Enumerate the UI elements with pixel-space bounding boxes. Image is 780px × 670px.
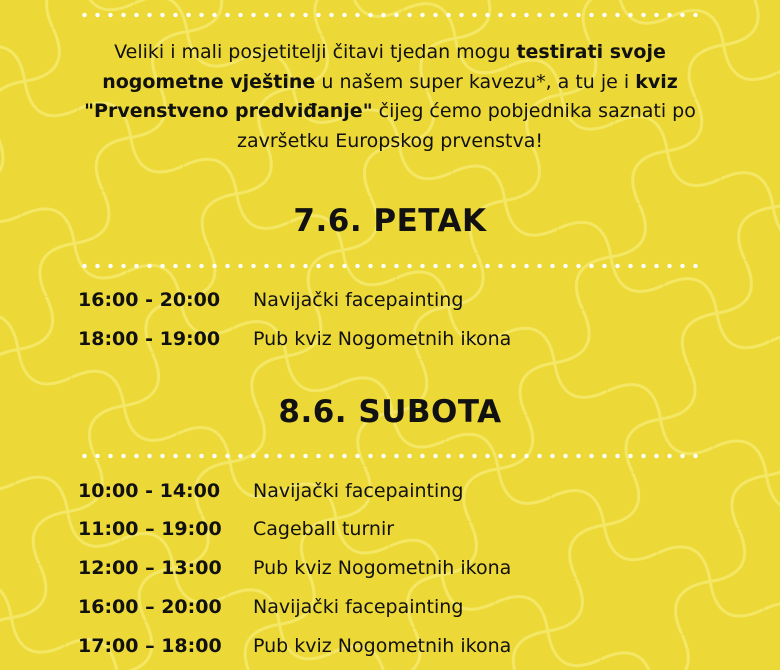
dotted-divider (78, 263, 702, 269)
schedule-row (78, 557, 718, 583)
schedule-row (78, 518, 718, 544)
schedule-row (78, 596, 718, 622)
event-name: Navijački facepainting (253, 596, 464, 618)
event-name: Pub kviz Nogometnih ikona (253, 328, 512, 350)
event-name: Pub kviz Nogometnih ikona (253, 635, 512, 657)
event-name: Navijački facepainting (253, 289, 464, 311)
event-time: 10:00 - 14:00 (78, 480, 221, 502)
day-title: 8.6. SUBOTA (278, 394, 502, 430)
dotted-divider (78, 12, 702, 18)
intro-text: Veliki i mali posjetitelji čitavi tjedan mogu (114, 41, 517, 63)
event-name: Pub kviz Nogometnih ikona (253, 557, 512, 579)
intro-text: čijeg ćemo pobjednika saznati po završetku Europskog prvenstva! (237, 100, 696, 152)
intro-bold-text: kviz "Prvenstveno predviđanje" (84, 70, 678, 122)
intro-bold-text: testirati svoje nogometne vještine (102, 41, 666, 93)
day-title: 7.6. PETAK (293, 203, 487, 239)
event-time: 16:00 – 20:00 (78, 596, 222, 618)
event-time: 18:00 - 19:00 (78, 328, 221, 350)
event-time: 12:00 – 13:00 (78, 557, 222, 579)
schedule-row (78, 289, 718, 315)
intro-text: u našem super kavezu*, a tu je i (315, 70, 636, 93)
schedule-row (78, 328, 718, 354)
event-time: 11:00 – 19:00 (78, 518, 222, 540)
schedule-row (78, 635, 718, 661)
intro-paragraph (60, 38, 720, 156)
event-name: Navijački facepainting (253, 480, 464, 502)
event-name: Cageball turnir (253, 518, 395, 540)
dotted-divider (78, 453, 702, 459)
event-time: 17:00 – 18:00 (78, 635, 222, 657)
schedule-row (78, 480, 718, 506)
event-time: 16:00 - 20:00 (78, 289, 221, 311)
